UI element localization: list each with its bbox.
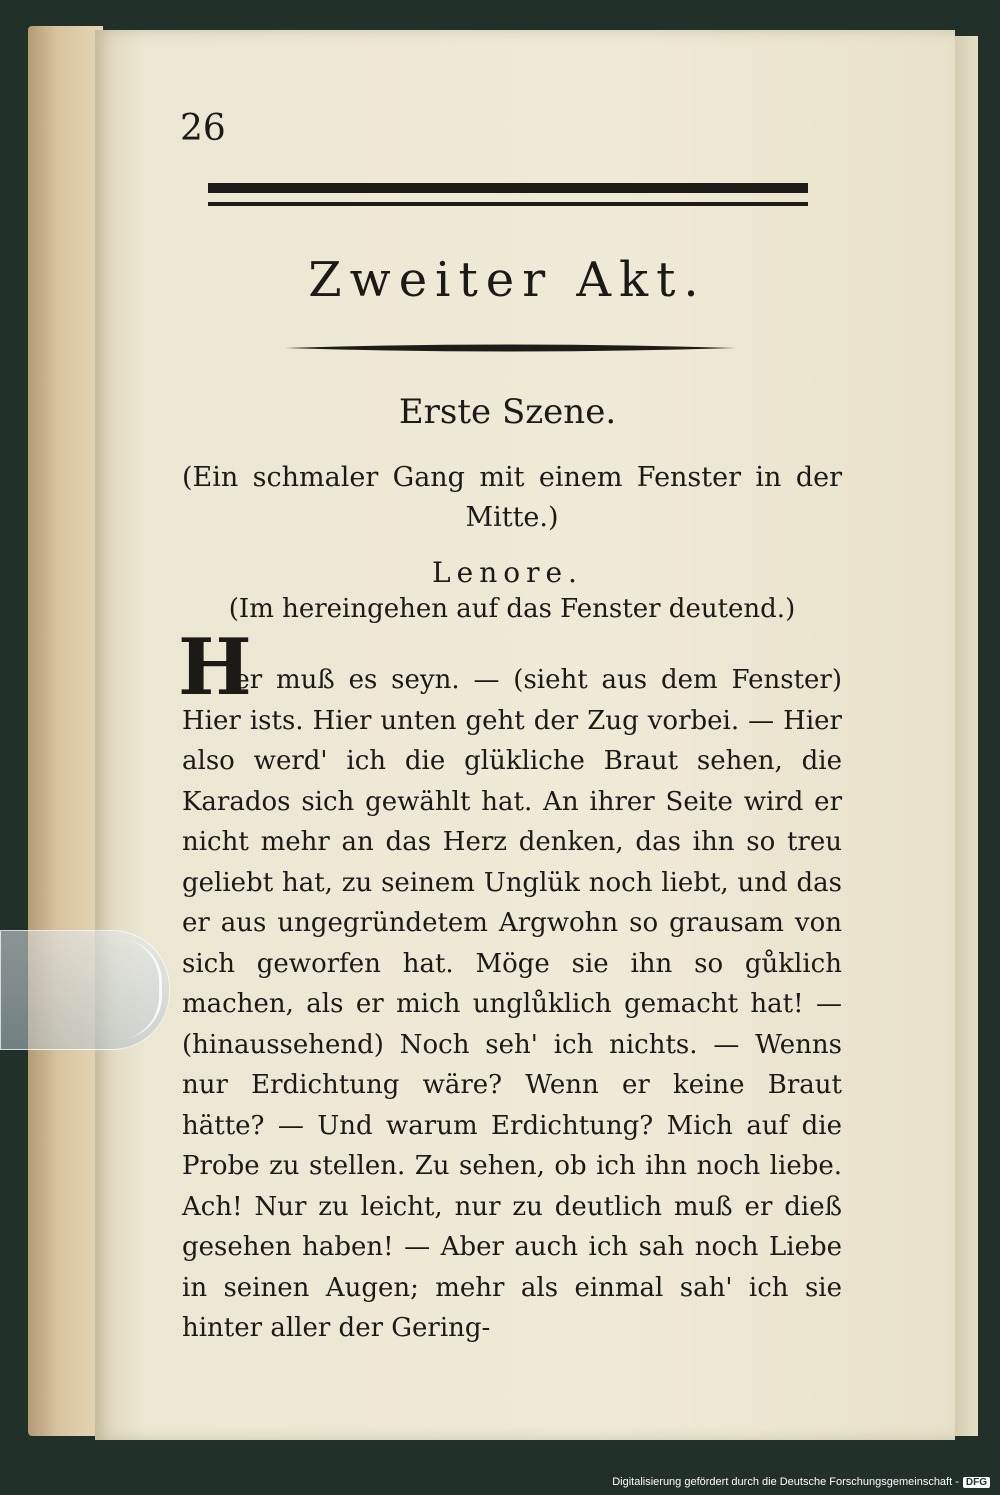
dfg-logo: DFG [963, 1477, 990, 1488]
footer-credit [612, 1476, 990, 1488]
drop-cap: H [178, 622, 252, 713]
footer-credit-text: Digitalisierung gefördert durch die Deutsche Forschungsgemeinschaft - [612, 1476, 959, 1488]
body-text: ier muß es seyn. — (sieht aus dem Fenster) Hier ists. Hier unten geht der Zug vorbei. — Hier also werd' ich die glükliche Braut sehen, die Karados sich gewählt hat. An ihrer Seite wird er nicht mehr an das Herz denken, das ihn so treu geliebt hat, zu seinem Unglük noch liebt, und das er aus ungegründetem Argwohn so grausam von sich geworfen hat. Möge sie ihn so gůklich machen, als er mich unglůklich gemacht hat! — (hinaussehend) Noch seh' ich nichts. — Wenns nur Erdichtung wäre? Wenn er keine Braut hätte? — Und warum Erdichtung? Mich auf die Probe zu stellen. Zu sehen, ob ich ihn noch liebe. Ach! Nur zu leicht, nur zu deutlich muß er dieß gesehen haben! — Aber auch ich sah noch Liebe in seinen Augen; mehr als einmal sah' ich sie hinter aller der Gering- [182, 665, 842, 1343]
speaker-direction: (Im hereingehen auf das Fenster deutend.) [228, 594, 796, 624]
ornament-divider [285, 343, 735, 353]
page-clip-highlight [119, 939, 162, 1039]
header-rule-thin [208, 202, 808, 206]
stage-direction: (Ein schmaler Gang mit einem Fenster in der Mitte.) [182, 462, 842, 533]
scene-title: Erste Szene. [398, 392, 617, 432]
book-edge [28, 26, 103, 1436]
speaker-name: Lenore. [432, 556, 583, 589]
act-title: Zweiter Akt. [308, 252, 707, 308]
header-rule-thick [208, 183, 808, 193]
page-clip [0, 930, 170, 1050]
page-number: 26 [180, 108, 226, 149]
